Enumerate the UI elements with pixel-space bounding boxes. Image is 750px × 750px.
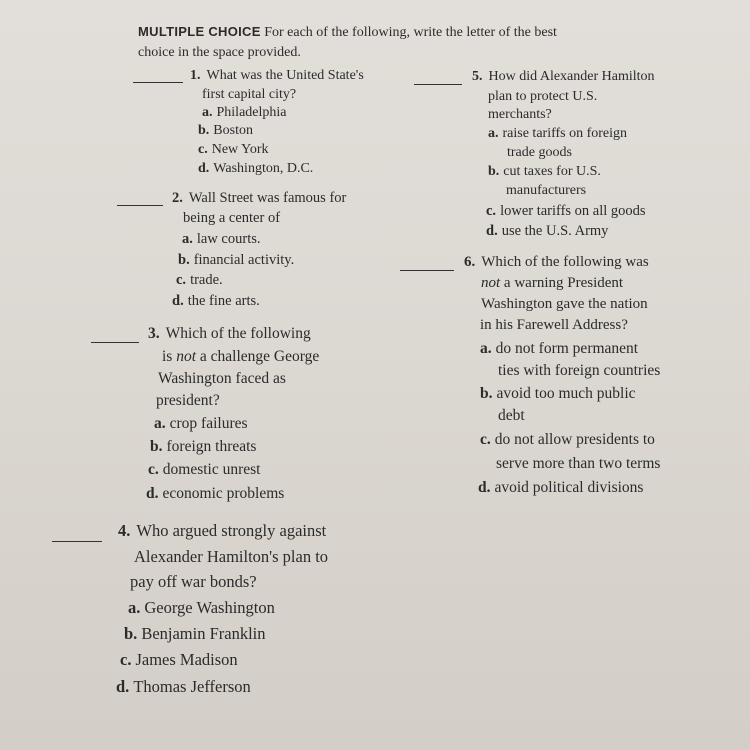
option-d: d. economic problems — [146, 485, 285, 502]
option-c: c. lower tariffs on all goods — [486, 203, 646, 219]
question-text: plan to protect U.S. — [488, 89, 598, 104]
question-text: Wall Street was famous for — [188, 190, 347, 206]
option-d: d. Thomas Jefferson — [116, 677, 251, 696]
option-a: a. raise tariffs on foreign — [488, 126, 628, 141]
option-b-continued: manufacturers — [506, 183, 587, 198]
question-text: How did Alexander Hamilton — [488, 69, 655, 84]
question-number: 1. — [190, 68, 201, 83]
question-number: 5. — [472, 69, 483, 84]
answer-blank-5[interactable] — [414, 84, 462, 85]
answer-blank-2[interactable] — [117, 205, 163, 206]
answer-blank-3[interactable] — [91, 342, 139, 343]
question-text: in his Farewell Address? — [480, 317, 628, 333]
option-a-continued: trade goods — [507, 145, 572, 160]
option-c-continued: serve more than two terms — [496, 455, 661, 472]
worksheet-page: MULTIPLE CHOICE For each of the following, write the letter of the best choice in the space provided. 1. What was the United State's first capital city? a. Philadelphia b. Boston c. New York d. Washington, D.C. 2. Wall Street was famous for being a center of a. law courts. b. financial activity. c. trade. d. the fine arts. 3. Which of the following is not a challenge George Washington faced as president? a. crop failures b. foreign threats c. domestic unrest d. economic problems 4. Who argued strongly against Alexander Hamilton's plan to pay off war bonds? a. George Washington b. Benjamin Franklin c. James Madison d. Thomas Jefferson 5. How did Alexander Hamilton plan to protect U.S. merchants? a. raise tariffs on foreign trade goods b. cut taxes for U.S. manufacturers c. lower tariffs on all goods d. use the U.S. Army 6. Which of the following was not a warning President Washington gave the nation in his Farewell Address? a. do not form permanent ties with foreign countries b. avoid too much public debt c. do not allow presidents to serve more than two terms d. avoid political divisions — [0, 0, 750, 750]
option-a-continued: ties with foreign countries — [498, 362, 661, 379]
answer-blank-1[interactable] — [133, 82, 183, 83]
question-text: Alexander Hamilton's plan to — [134, 547, 329, 566]
question-text: Which of the following was — [481, 254, 649, 270]
instructions-line-2: choice in the space provided. — [138, 45, 301, 60]
section-header — [138, 22, 618, 63]
question-number: 4. — [118, 521, 131, 540]
option-d: d. avoid political divisions — [478, 479, 644, 496]
question-text: president? — [156, 392, 220, 409]
option-b: b. Benjamin Franklin — [124, 624, 266, 643]
answer-blank-4[interactable] — [52, 541, 102, 542]
option-b: b. financial activity. — [178, 252, 295, 268]
option-d: d. use the U.S. Army — [486, 223, 609, 239]
option-a: a. George Washington — [128, 598, 275, 617]
question-text: Washington gave the nation — [481, 296, 648, 312]
answer-blank-6[interactable] — [400, 270, 454, 271]
option-c: c. trade. — [176, 272, 223, 288]
question-number: 6. — [464, 254, 476, 270]
question-text: Who argued strongly against — [136, 521, 327, 540]
option-c: c. domestic unrest — [148, 461, 261, 478]
option-d: d. the fine arts. — [172, 293, 260, 309]
option-c: c. New York — [198, 142, 269, 157]
instructions-line-1: For each of the following, write the letter of the best — [264, 25, 557, 40]
question-text: What was the United State's — [206, 68, 364, 83]
option-a: a. do not form permanent — [480, 340, 639, 357]
section-label: MULTIPLE CHOICE — [138, 24, 261, 39]
option-b: b. cut taxes for U.S. — [488, 164, 601, 179]
option-b-continued: debt — [498, 407, 525, 424]
option-c: c. do not allow presidents to — [480, 431, 655, 448]
option-b: b. foreign threats — [150, 438, 257, 455]
option-b: b. avoid too much public — [480, 385, 636, 402]
option-a: a. law courts. — [182, 231, 261, 247]
option-a: a. Philadelphia — [202, 105, 287, 120]
option-d: d. Washington, D.C. — [198, 161, 314, 176]
option-b: b. Boston — [198, 123, 253, 138]
question-text: being a center of — [183, 210, 281, 226]
question-text: Which of the following — [165, 325, 311, 342]
question-text: pay off war bonds? — [130, 572, 257, 591]
question-number: 2. — [172, 190, 183, 206]
option-a: a. crop failures — [154, 415, 248, 432]
question-text: merchants? — [488, 107, 552, 122]
question-text: Washington faced as — [158, 370, 286, 387]
question-text: first capital city? — [202, 87, 297, 102]
option-c: c. James Madison — [120, 650, 238, 669]
question-number: 3. — [148, 325, 160, 342]
